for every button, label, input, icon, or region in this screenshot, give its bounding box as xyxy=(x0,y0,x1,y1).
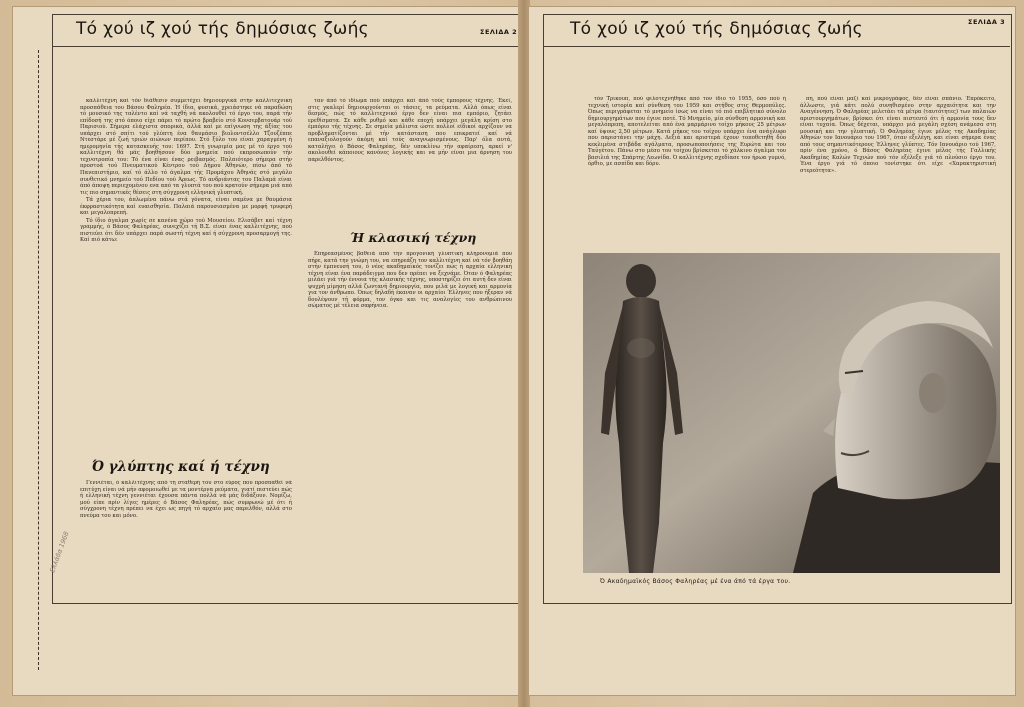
article-quote: Τά χέρια του, άπλωμένα πάνω στά γόνατα, είναι σαμένα με θαυμάσια έκφραστικότητα καί ευαισθησία. Παλαιά παρουσιασμένα με μορφή τρυφερή και μεγαλοπρεπή. xyxy=(80,197,292,217)
header-rule xyxy=(52,46,518,47)
header-rule xyxy=(543,46,1010,47)
left-column-2-continued xyxy=(308,251,512,593)
article-paragraph: Γεννιέται, ό καλλιτέχνης από τη σταθερή του στο εύρος που προσπαθεί νά επιτύχη είναι νά μήν αφομοιωθεί με τα μοντέρνα ρεύματα, γιατί πιστεύει πώς ή ελληνική τέχνη γεννιέται έχουσα πάντα πολλά νά μάς διδάξουν. Νομίζω, μού είπε πρίν λίγες ημέρες ό Βάσος Φαληρέας, πώς συμφωνώ μέ ότι ή σύγχρονη τέχνη πρέπει να έχει ως πηγή τό αρχαίο μας παρελθόν, αλλά στο πνεύμα του και μόνο. xyxy=(80,480,292,519)
article-paragraph: καλλιτέχνη καί τόν διάθεσιν συμμετέχει δημιουργικά στήν καλλιτεχνική προσπάθεια του Βάσου Φαληρέα. Ή ίδια, φυσικά, χρειάστηκε νά παραδώση τό μουσικό της ταλέντο καί νά ταχθή νά ακολουθεί τό έργο του, παρά τήν επίδοσή της στό όποιο είχε πάρει τό πρώτο βραβείο στό Κονσερβατουάρ τού Παρισιού. Σήμερα ελάχιστα σπορικά, άλλά καί με επίγνωση της άξίας του υπάρχει στό σπίτι τού γλύπτη ένα θαυμάσιο βιολοντσέλλο Τζουζέππε Ντεστάρε μέ ζωή τριών αιώνων περίπου. Στό ξύλο του είναι χαραγμένη ή ημερομηνία τής κατασκευής του: 1697. Στή γνωριμία μας μέ τό έργο τού καλλιτέχνη θά μάς βοηθήσουν δύο μνημεία πού εκπροσωπούν τήν τεχνοτροπία του: Τό ένα είναι ένας ρειβασμός. Παλαιότερο σήμερα στήν προστοά τού Πνευματικού Κέντρου τού Δήμου Άθηνών, πίσω άπό τό Πανεπιστήμιο, καί τό άλλο τό άγαλμα τής Προμάχου Άθηνάς στό μεγάλο συνθετικό μνημείο τού Πεδίου τού Άρεως. Τό ανδριάντας του Παλαμά είναι άπό άποψη περιεχομένου ενα από τα γλυπτά του πού κρατούν σήμερα μιά από τις πιο σημαντικές θέσεις στη σύγχρονη ελληνική γλυπτική. xyxy=(80,98,292,196)
article-paragraph: πη, πού είναι μαζί καί μικρογράφος, δέν είναι σπάνιο. Έπρόκειτο, άλλωστε, γιά κάτι πολύ συνηθισμένο στην αρχαιότητα και την Αναγέννηση. Ό Φαληρέας μελετάει τά μέτρα (ταυτότητες) των παλαιών αριστουργημάτων, βρίσκει ότι είναι πιστευτό ότι ή αρμονία τους δεν είναι τυχαία. Όπως δέχεται, υπάρχει μιά μεγάλη σχέση ανάμεσα στη μουσική και την γλυπτική. Ό Φαληρέας έγινε μέλος της Ακαδημίας Αθηνών τον Ιανουάριο του 1967, όταν εξελέγη, και είναι σήμερα ένας από τους σημαντικότερους Έλληνες γλύπτες. Τόν Ιανουάριο τού 1967, πρίν ένα χρόνο, ό Βάσος Φαληρέας έγινε μέλος τής Γαλλικής Ακαδημίας Καλών Τεχνών πού τόν εξέλεξε γιά τό πλούσιο έργο του. Ένα έργο γιά τό όποιο τονίστηκε ότι είχε «Χαρακτηριστική στερεότητα». xyxy=(800,96,996,175)
left-column-1-continued xyxy=(80,480,292,592)
photo-sculptor-with-statue xyxy=(583,253,1000,573)
subheading-classical-art: Ή κλασική τέχνη xyxy=(350,230,477,245)
left-column-2 xyxy=(308,98,512,218)
article-paragraph: Επηρεασμένος βαθειά από την προγονική γλυπτική κληρονομιά που πήρε, κατά την γνώμη του, να επηρεάζη τον καλλιτέχνη καί νά τόν βοηθάη στήν έμπνευσή του, ό νέος ακαδημαϊκός τονίζει πώς ή αρχαία ελληνική τέχνη είναι ένα παράδειγμα που δεν πρέπει να ξεχνάμε. Όταν ό Φαληρέας μιλάει γιά τήν έννοια τής κλασικής τέχνης, υποστηρίζει ότι αυτή δεν είναι ψυχρή μίμηση αλλά ζωντανή δημιουργία, που μιλά με λογική και αρμονία για τον άνθρωπο. Όπως δηλαδή έκαναν οι αρχαίοι Έλληνες που ήξεραν νά δουλέψουν τή φόρμα, τον όγκο και τις αναλογίες του ανθρώπινου σώματος μέ τέλεια σαφήνεια. xyxy=(308,251,512,310)
left-page-number: ΣΕΛΙΔΑ 2 xyxy=(480,28,518,36)
right-column-2 xyxy=(800,96,996,248)
photo-image xyxy=(583,253,1000,573)
subheading-sculptor-and-art: Ό γλύπτης καί ή τέχνη xyxy=(92,459,270,475)
left-page-header: Τό χού ιζ χού τής δημόσιας ζωής xyxy=(76,19,369,39)
article-paragraph: ταν άπό τό ιδίωμα πού υπάρχει καί άπό τούς έμπορους τέχνης. Έκεί, στις γκαλερί δημιουργούνται οι τάσεις, τα ρεύματα. Αλλά όπως είναι δεσμός, πώς τό καλλιτεχνικό έργο δεν είναι πια εμπόριο, ζητάει ερεθίσματα. Σε κάθε ρυθμό και κάθε εποχή υπάρχει μεγάλη κρίση στο έμπόριο τής τέχνης. Σε σημεία μάλιστα ώστε πολλοί είδικοί αρχίζουν να προβληματίζονται μέ τήν κατάσταση που επικρατεί καί νά επαναξιολογούν άκόμη καί τούς αναγνωρισμένους. Παρ' όλα αυτά, καταλήγει ό Βάσος Φαληρέας, δέν υποκλίνω τήν αφαίρεση, αρκεί ν' ακολουθεί κάποιους κανόνες λογικής και να μήν είναι μια άρνηση του παρελθόντος. xyxy=(308,98,512,163)
handwritten-margin-note: Ελλάδα 1968 xyxy=(48,530,71,574)
right-page-header: Τό χού ιζ χού τής δημόσιας ζωής xyxy=(570,19,863,39)
article-paragraph: τόν Τρικουπ, πού φιλοτεχνήθηκε από τον ίδιο τό 1955, όσο πού ή τεχνική ιστορία καί σύνθεση του 1959 και στήθος στις Θερμοπύλες. Όπως περιγράφεται τό μνημείο ίσως να είναι τό πιό επιβλητικό σύνολο δημιουργημάτων που έγινε ποτέ. Τό Μνημείο, μία σύνθεση αρμονική και μεγαλόπρεπη, αποτελείται από ένα μαρμάρινο τοίχο μήκους 25 μέτρων καί ύψους 2,50 μέτρων. Κατά μήκος του τοίχου υπάρχει ένα ανάγλυφο που παριστάνει την μάχη. Δεξιά και αριστερά έχουν τοποθετηθή δύο κεκλιμένα στιβάδα αγάλματα, προσωποποιήσεις της Ευρώτα και του Ταϋγέτου. Πάνω στο μέσο του τοίχου βρίσκεται τό χάλκινο άγαλμα του βασιλιά της Σπάρτης Λεωνίδα. Ό καλλιτέχνης σχεδίασε τον ήρωα γυμνό, όρθιο, με ασπίδα και δόρυ. xyxy=(588,96,786,168)
photo-caption: Ό Ακαδημαϊκός Βάσος Φαληρέας μέ ένα άπό τά έργα του. xyxy=(600,578,791,585)
left-margin-rule xyxy=(38,50,39,670)
right-column-1 xyxy=(588,96,786,248)
left-column-1 xyxy=(80,98,292,448)
article-paragraph: Τό ίδιο άγαλμα χωρίς σε κανένα χώρο τού Μουσείου. Ελισάβετ καί τέχνη γραμμής, ό Βάσος Φαληρέας, συνεχίζει τή Β.Σ. είναι ένας καλλιτέχνης, πού πιστεύει ότι δέν υπάρχει παρά σωστή τέχνη καί ή σύγχρονη προσαρμογή της. Καί πιό κάτω: xyxy=(80,217,292,244)
right-page-number: ΣΕΛΙΔΑ 3 xyxy=(968,18,1006,26)
